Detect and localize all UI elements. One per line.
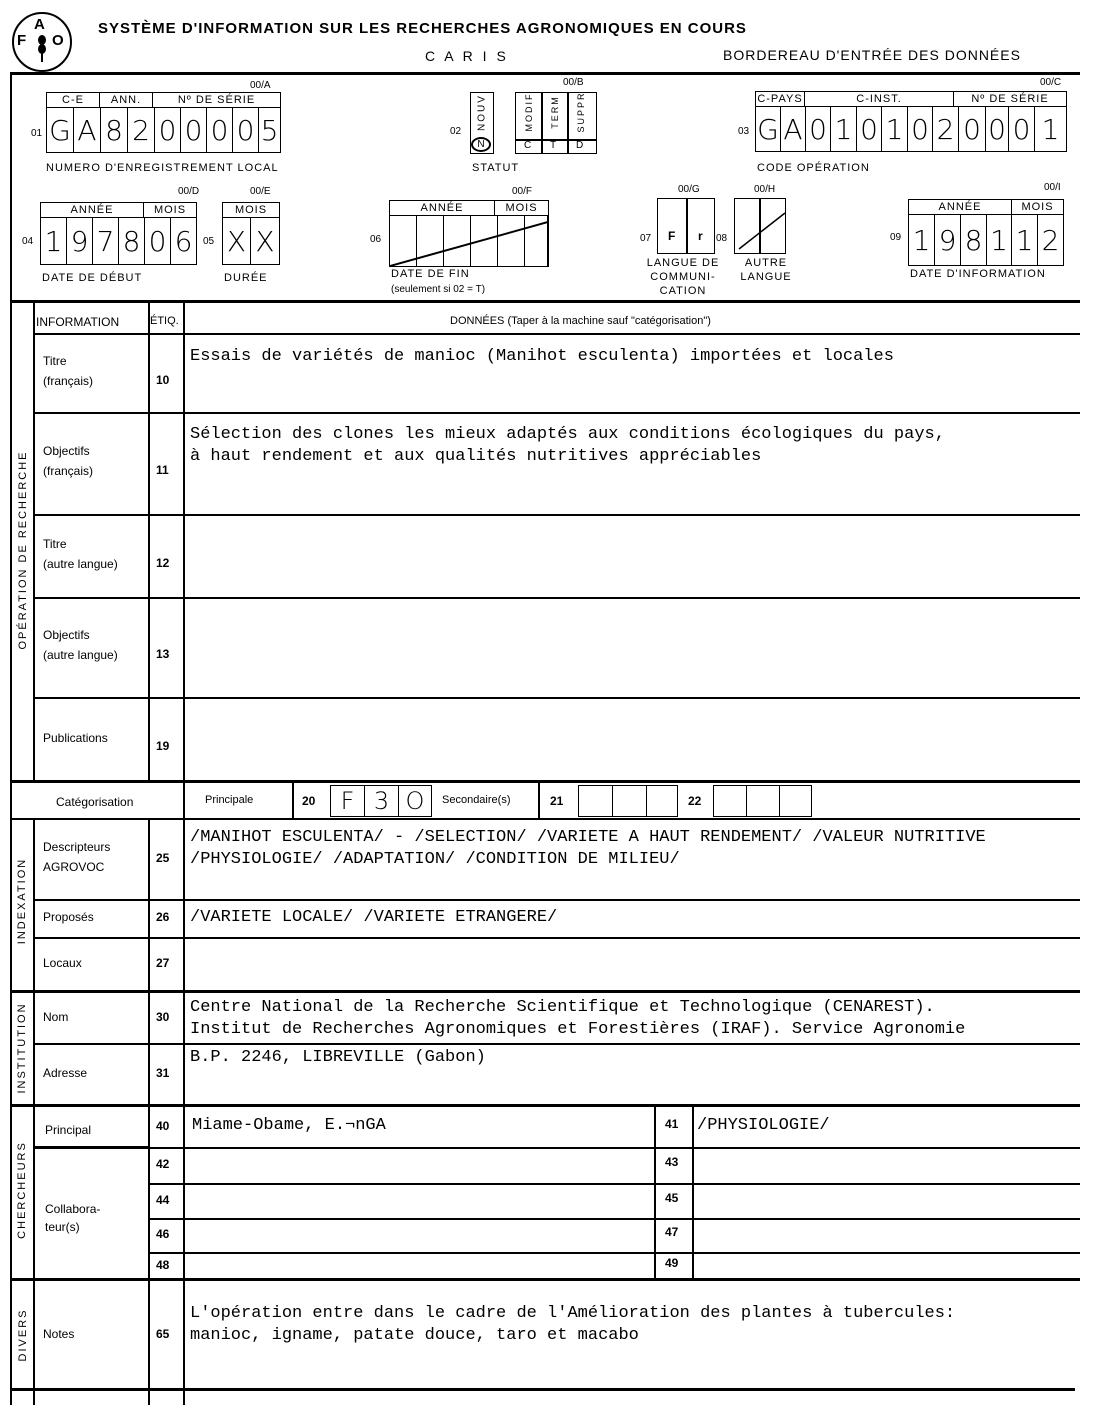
f04-ref: 00/D [178,186,200,197]
row-tag: 13 [156,647,170,661]
f09-char[interactable]: 1 [909,215,935,265]
f09-ref: 00/I [1044,182,1061,193]
f03-char[interactable]: 1 [1041,112,1060,146]
row-label-line: Locaux [43,955,82,970]
strike-through-line [390,216,548,266]
row-tag: 43 [665,1155,679,1169]
f07-number: 07 [640,233,652,244]
status-options-group [515,92,597,154]
left-border [10,72,12,1405]
f05-code-boxes[interactable] [222,217,280,265]
status-term-label[interactable]: TERM [550,95,560,129]
f03-number: 03 [738,126,750,137]
f03-group-serie: Nº DE SÉRIE [971,93,1049,105]
categorisation-principale-code[interactable] [330,785,432,817]
row-label-line: Descripteurs [43,840,111,854]
field-06-end-date [389,200,549,267]
table-top-border [10,300,1080,303]
logo-letter-f: F [17,32,27,49]
row-tag: 45 [665,1190,679,1205]
row-label [43,1324,74,1344]
field-03-operation-code [755,91,1067,152]
col-divider [33,1107,35,1279]
section-divider [10,1278,1080,1281]
row-tag: 27 [156,955,170,970]
col-divider [183,783,185,819]
f01-group-ann: ANN. [100,93,153,107]
row-label [43,534,118,574]
f04-number: 04 [22,236,34,247]
row-tag: 25 [156,851,170,865]
row-tag: 31 [156,1065,170,1080]
f08-caption-line: LANGUE [740,271,792,283]
row-value-field[interactable]: L'opération entre dans le cadre de l'Amélioration des plantes à tubercules: manioc, igname, patate douce, taro et macabo [190,1304,956,1345]
row-tag: 48 [156,1257,170,1272]
f03-char[interactable]: 1 [831,107,857,151]
row-divider [33,1147,1080,1149]
section-divider [10,780,1080,783]
f08-ref: 00/H [754,184,776,195]
row-label-line: Objectifs [43,628,90,642]
f02-caption: STATUT [472,162,520,174]
f07-caption-line: CATION [659,285,707,297]
section-label-chercheurs: CHERCHEURS [16,1141,28,1239]
f01-char[interactable]: 0 [207,108,233,152]
f09-char[interactable]: 1 [1012,215,1038,265]
col-divider [183,1281,185,1405]
f06-ref: 00/F [512,186,533,197]
row-tag: 46 [156,1227,170,1241]
f06-note: (seulement si 02 = T) [391,284,486,295]
categorisation-secondaire-tag-22: 22 [688,794,702,808]
status-nouv-label: NOUV [476,94,488,131]
collaborateurs-label-line: teur(s) [45,1220,80,1234]
section-label-indexation: INDEXATION [16,857,28,945]
row-label-line: Publications [43,730,108,745]
row-tag: 40 [156,1119,170,1133]
f08-caption [734,256,798,284]
form-acronym: C A R I S [425,48,509,64]
col-divider [538,783,540,819]
section-label-divers: DIVERS [17,1308,29,1362]
f09-group-annee: ANNÉE [909,200,1012,214]
section-divider [10,1104,1080,1107]
row-divider [33,514,1080,516]
f01-char[interactable]: 8 [101,108,128,152]
f04-char[interactable]: 7 [93,218,119,264]
row-value-field[interactable]: /VARIETE LOCALE/ /VARIETE ETRANGERE/ [190,908,558,927]
form-name: BORDEREAU D'ENTRÉE DES DONNÉES [723,47,1021,63]
row-tag: 30 [156,1010,170,1024]
column-header-information: INFORMATION [36,315,120,329]
status-suppr-code[interactable]: D [576,140,584,151]
row-label-line: Nom [43,1010,69,1024]
status-modif-code[interactable]: C [524,140,532,151]
row-label-line: Titre [43,536,67,551]
f05-group-mois: MOIS [234,204,268,216]
fao-logo [12,12,72,72]
f08-number: 08 [716,233,728,244]
f01-number: 01 [31,128,43,139]
row-value-field[interactable]: Centre National de la Recherche Scientifique et Technologique (CENAREST). Institut de Recherches Agronomiques et Forestières (IRAF). Service Agronomie [190,998,966,1039]
f01-char[interactable]: 5 [260,113,279,147]
col-divider [148,819,150,990]
f03-char[interactable]: 0 [1009,107,1035,151]
row-label-line: AGROVOC [43,860,105,874]
status-modif-label[interactable]: MODIF [524,92,534,132]
status-option-nouv[interactable] [470,92,494,154]
f07-caption [637,256,729,298]
f01-ref: 00/A [250,80,271,91]
categorisation-principale-tag: 20 [302,794,316,808]
form-title: SYSTÈME D'INFORMATION SUR LES RECHERCHES AGRONOMIQUES EN COURS [98,20,747,37]
section-divider [10,1388,1075,1391]
f01-code-boxes[interactable] [46,107,281,153]
principale-char[interactable]: F [331,786,365,816]
f01-char[interactable]: G [47,108,74,152]
f06-number: 06 [370,234,382,245]
col-divider [183,993,185,1104]
row-tag: 49 [665,1255,679,1270]
col-divider [148,993,150,1104]
field-04-start-date [40,202,197,265]
row-label-line: (autre langue) [43,648,118,662]
row-divider [33,597,1080,599]
f03-char[interactable]: 0 [959,107,986,151]
f07-char[interactable]: F [668,229,676,243]
row-tag: 44 [156,1192,170,1207]
section-label-institution: INSTITUTION [16,1002,28,1094]
categorisation-label: Catégorisation [56,795,134,809]
logo-letter-o: O [52,32,64,49]
field-09-info-date [908,199,1064,266]
chercheur-name-field[interactable]: Miame-Obame, E.¬nGA [192,1116,386,1135]
f03-char[interactable]: 2 [933,107,959,151]
row-tag: 42 [156,1157,170,1171]
col-divider [183,819,185,990]
f08-caption-line: AUTRE [744,257,788,269]
row-divider [148,1218,1080,1220]
f03-ref: 00/C [1040,77,1062,88]
row-label [43,1007,68,1027]
f01-group-ce: C-E [47,93,100,107]
row-label [43,351,93,391]
f09-caption: DATE D'INFORMATION [910,268,1046,280]
f04-caption: DATE DE DÉBUT [42,272,143,284]
row-label [43,837,110,877]
row-label-line: Titre [43,354,67,368]
f01-char[interactable]: 0 [155,108,181,152]
top-border [10,72,1080,75]
principale-char[interactable]: O [405,787,425,815]
f02-number: 02 [450,126,462,137]
row-divider [10,818,1080,820]
row-label [43,1063,87,1083]
row-divider [148,1252,1080,1254]
f04-code-boxes[interactable] [40,217,197,265]
f06-code-boxes-crossed[interactable] [389,215,549,267]
f01-caption: NUMERO D'ENREGISTREMENT LOCAL [46,162,279,174]
row-tag: 12 [156,555,170,570]
f09-code-boxes[interactable] [908,214,1064,266]
f06-group-mois: MOIS [505,202,538,214]
row-value-field[interactable]: Sélection des clones les mieux adaptés aux conditions écologiques du pays, à haut rendement et aux qualités nutritives appréciables [190,425,945,466]
col-divider [148,303,150,781]
f04-char[interactable]: 8 [119,218,145,264]
row-label [43,441,93,481]
f03-char[interactable]: 1 [882,107,908,151]
row-value-field[interactable]: /MANIHOT ESCULENTA/ - /SELECTION/ /VARIETE A HAUT RENDEMENT/ /VALEUR NUTRITIVE /PHYSIOLOGIE/ /ADAPTATION/ /CONDITION DE MILIEU/ [190,828,986,869]
row-label [43,907,94,927]
f03-char[interactable]: 0 [986,107,1009,151]
secondaire-22-boxes[interactable] [713,785,812,817]
f09-number: 09 [890,232,902,243]
row-divider [33,937,1080,939]
field-05-duration [222,202,280,265]
f04-char[interactable]: 9 [67,218,93,264]
f09-char[interactable]: 1 [987,215,1012,265]
row-divider [33,412,1080,414]
f03-char[interactable]: G [756,107,781,151]
chercheur-discipline-field[interactable]: /PHYSIOLOGIE/ [697,1116,830,1135]
field-01-local-number [46,92,281,153]
strike-through-line [735,199,785,253]
row-label-line: (français) [43,374,94,388]
row-divider [33,333,1080,335]
row-label-line: Notes [43,1326,75,1341]
f07-char[interactable]: r [698,229,703,243]
f03-char[interactable]: 0 [908,107,933,151]
col-divider [183,303,185,781]
row-label-line: Adresse [43,1065,88,1080]
column-header-etiq: ÉTIQ. [150,315,179,327]
f07-caption-line: LANGUE DE [646,257,720,269]
f05-ref: 00/E [250,186,271,197]
categorisation-secondaire-tag-21: 21 [550,794,564,808]
f03-code-boxes[interactable] [755,106,1067,152]
row-tag: 10 [156,373,170,387]
collaborateurs-label-line: Collabora- [45,1202,101,1216]
f04-char[interactable]: 6 [174,224,193,258]
row-value-field[interactable]: Essais de variétés de manioc (Manihot esculenta) importées et locales [190,347,894,366]
f09-char[interactable]: 2 [1041,223,1060,257]
row-label-line: Proposés [43,910,94,924]
f04-group-annee: ANNÉE [41,203,144,217]
f09-char[interactable]: 9 [935,215,961,265]
column-header-donnees: DONNÉES (Taper à la machine sauf "catégorisation") [450,315,711,327]
row-label [43,953,82,973]
row-divider [33,1043,1080,1045]
f06-group-annee: ANNÉE [390,201,495,215]
f01-char[interactable]: 0 [233,108,259,152]
row-label-line: (autre langue) [43,556,118,571]
row-tag: 19 [156,738,170,753]
f05-char[interactable]: X [223,218,251,264]
field-07-language[interactable] [657,198,715,254]
row-label-line: Objectifs [43,444,90,458]
f02-ref: 00/B [563,77,584,88]
logo-letter-a: A [34,16,45,33]
section-divider [10,990,1080,993]
f09-char[interactable]: 8 [961,215,987,265]
status-nouv-selected-circle[interactable]: N [471,137,491,152]
col-divider [33,303,35,781]
categorisation-secondaire-label: Secondaire(s) [442,794,511,806]
field-08-other-language-crossed[interactable] [734,198,786,254]
row-value-field[interactable]: B.P. 2246, LIBREVILLE (Gabon) [190,1048,486,1067]
col-divider [33,993,35,1104]
col-divider [148,1281,150,1405]
status-term-code[interactable]: T [550,140,557,151]
row-label [43,625,118,665]
f04-char[interactable]: 0 [145,218,171,264]
status-suppr-label[interactable]: SUPPR [576,91,586,133]
f03-char[interactable]: 0 [857,107,882,151]
wheat-icon [35,34,49,62]
categorisation-principale-label: Principale [205,794,254,806]
f09-group-mois: MOIS [1021,201,1054,213]
f01-char[interactable]: 0 [181,108,207,152]
collaborateurs-label [45,1200,100,1236]
f01-char[interactable]: A [74,108,101,152]
f05-number: 05 [203,236,215,247]
col-divider [33,1281,35,1405]
f05-char[interactable]: X [255,224,275,258]
row-label [43,728,108,748]
secondaire-21-boxes[interactable] [578,785,678,817]
row-tag: 11 [156,463,169,477]
principale-char[interactable]: 3 [365,786,399,816]
f03-char[interactable]: A [781,107,806,151]
col-divider [33,819,35,990]
row-tag: 65 [156,1326,170,1341]
f05-caption: DURÉE [224,272,268,284]
f04-group-mois: MOIS [153,204,187,216]
row-tag: 47 [665,1225,679,1239]
f03-caption: CODE OPÉRATION [757,162,870,174]
chercheur-principal-label: Principal [45,1123,92,1137]
f07-ref: 00/G [678,184,700,195]
row-tag: 41 [665,1117,679,1131]
f07-caption-line: COMMUNI- [650,271,716,283]
f03-group-pays: C-PAYS [756,92,805,106]
f03-group-inst: C-INST. [805,92,954,106]
row-tag: 26 [156,910,170,924]
f01-group-serie: Nº DE SÉRIE [177,94,256,106]
col-divider [292,783,294,819]
row-divider [33,899,1080,901]
section-label-operation: OPÉRATION DE RECHERCHE [17,450,29,650]
f06-caption: DATE DE FIN [391,268,470,280]
f03-char[interactable]: 0 [806,107,831,151]
f04-char[interactable]: 1 [41,218,67,264]
row-divider [148,1183,1080,1185]
row-label-line: (français) [43,464,94,478]
f01-char[interactable]: 2 [128,108,155,152]
row-divider [33,697,1080,699]
